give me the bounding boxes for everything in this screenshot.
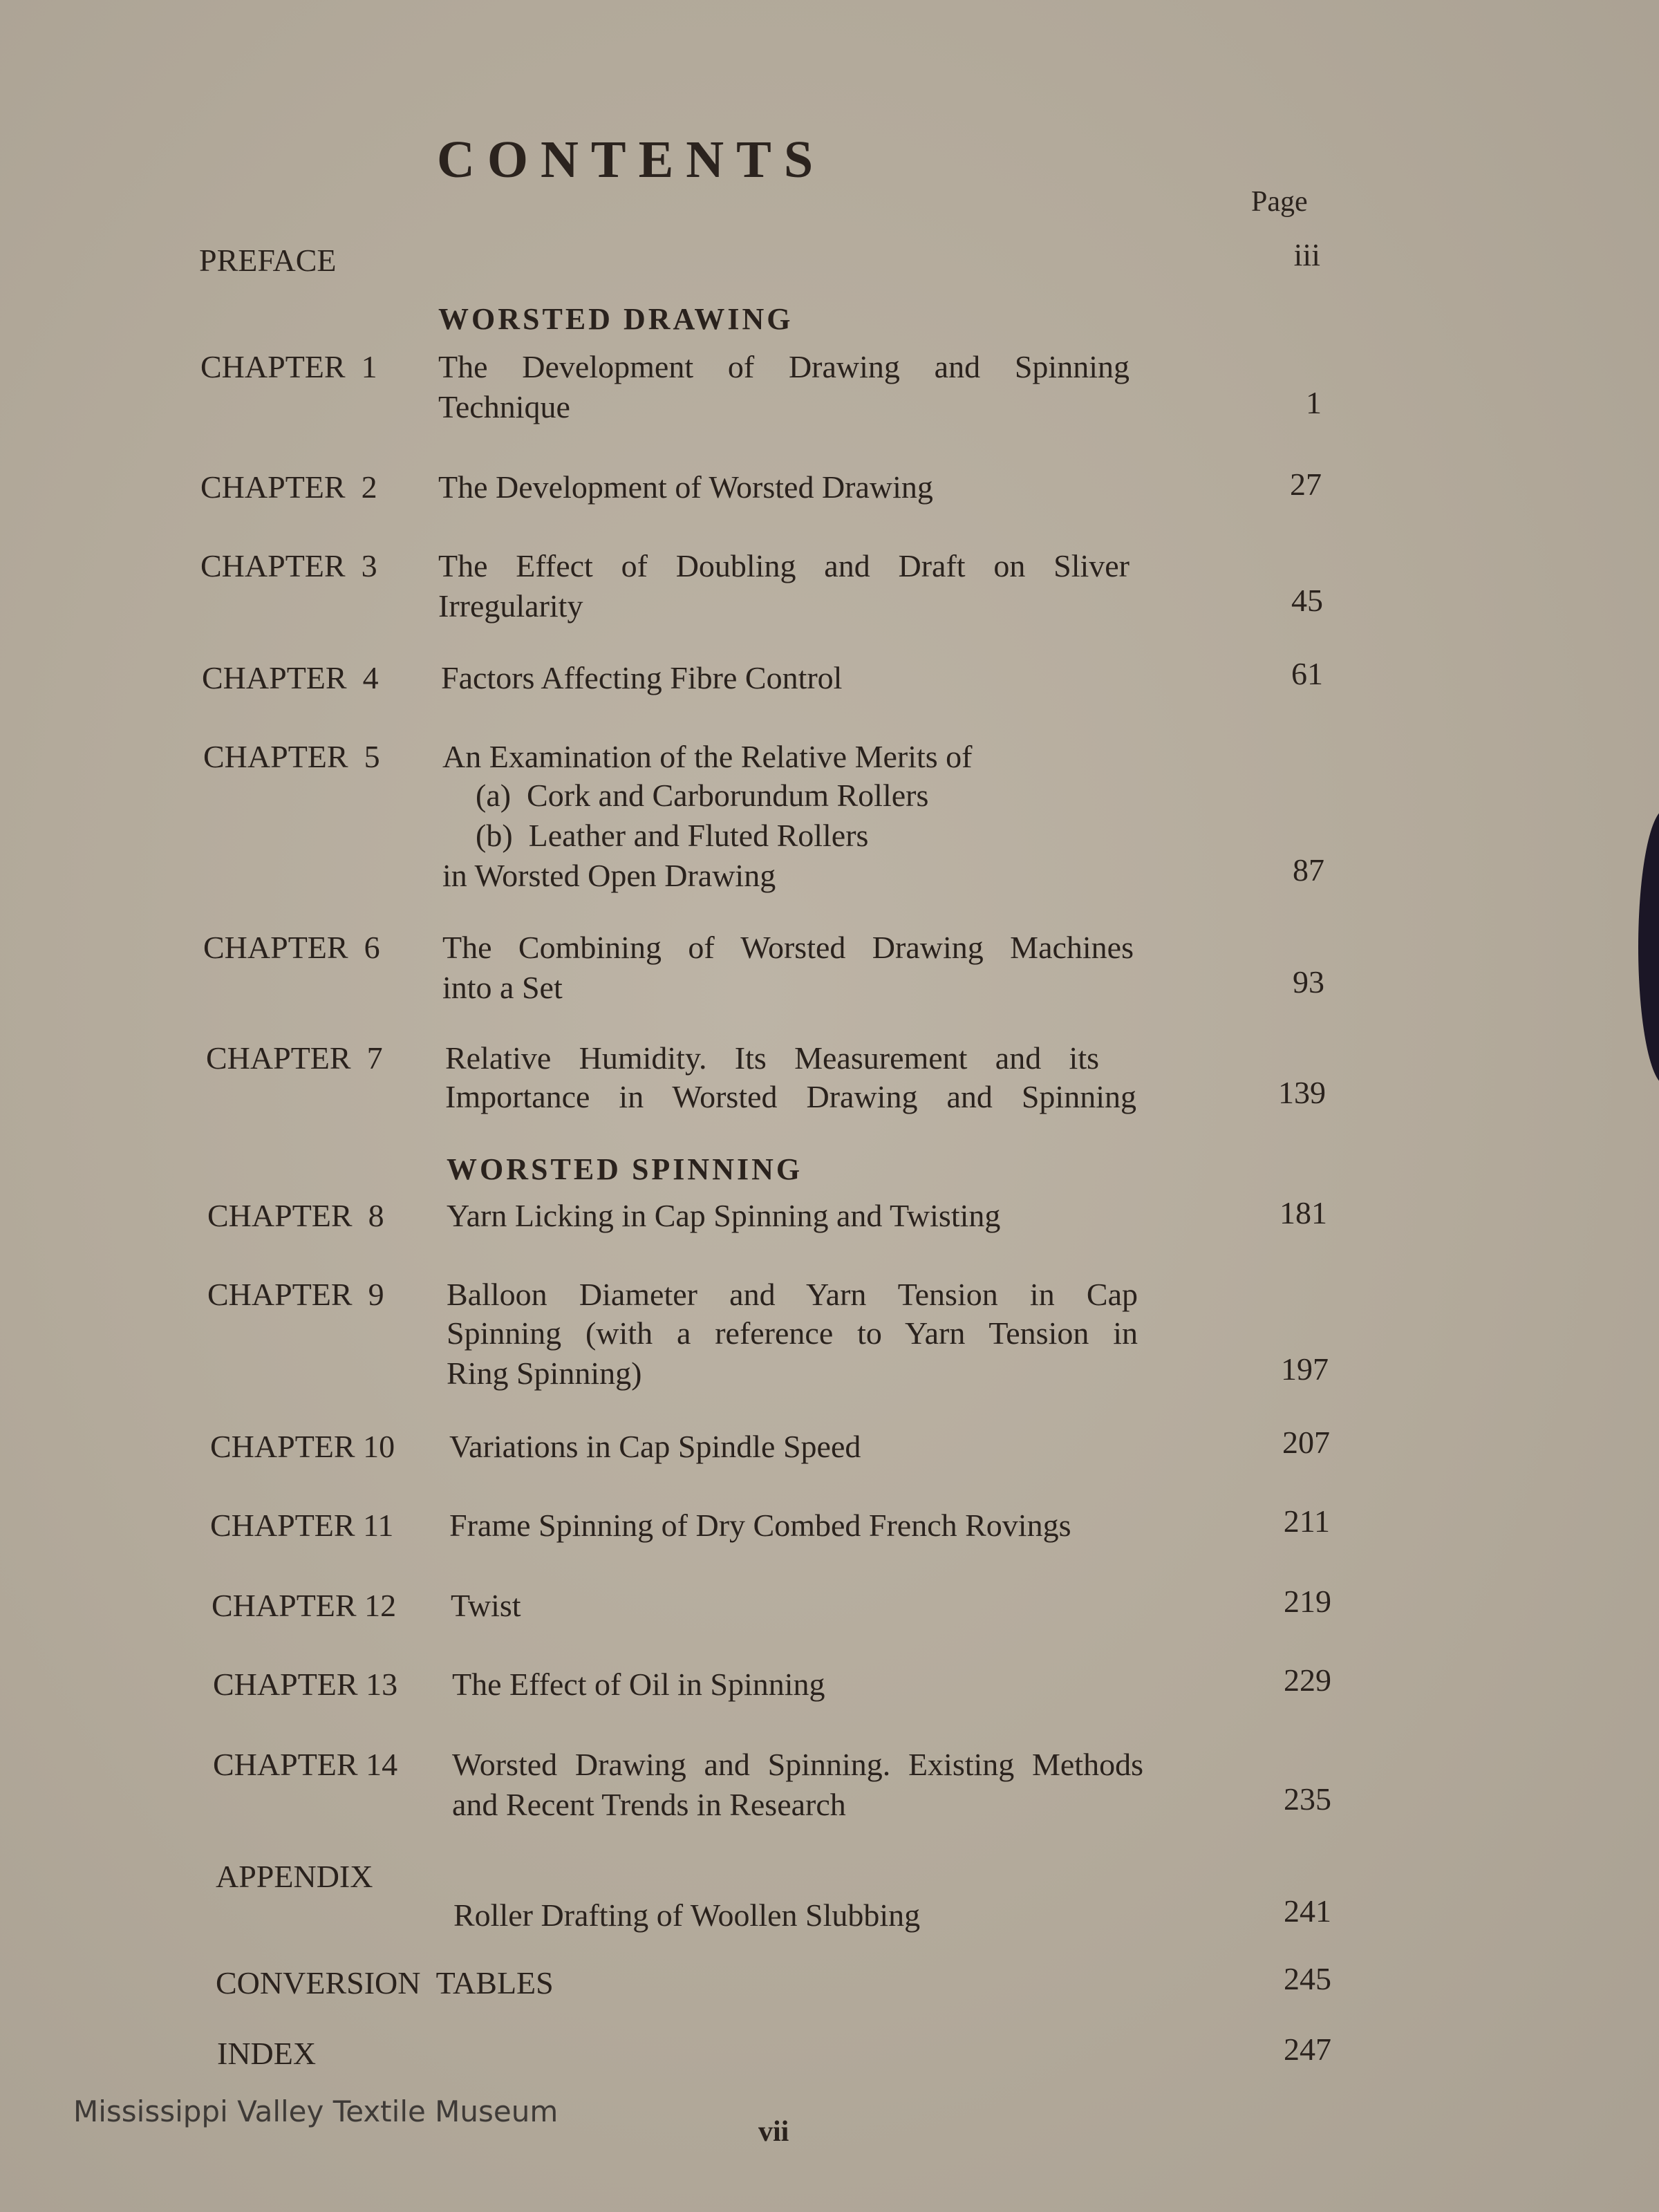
entry-label: CHAPTER 11 [210,1508,394,1543]
entry-title-line: Technique [438,389,570,424]
entry-title-line: The Effect of Doubling and Draft on Sliver [438,548,1130,583]
entry-title-line: Ring Spinning) [447,1356,642,1391]
toc-entry-chapter-2 [200,467,1322,509]
entry-label: CHAPTER 10 [210,1429,395,1464]
entry-title-line: The Effect of Oil in Spinning [452,1667,825,1702]
contents-heading: CONTENTS [437,131,826,189]
entry-title-line: Roller Drafting of Woollen Slubbing [453,1897,921,1933]
toc-entry-chapter-4 [202,658,1323,700]
toc-entry-index [217,2034,1331,2075]
museum-watermark: Mississippi Valley Textile Museum [73,2094,559,2128]
entry-title-line: Relative Humidity. Its Measurement and its [445,1040,1099,1076]
entry-title-line: (a) Cork and Carborundum Rollers [476,778,929,813]
entry-title-line: Spinning (with a reference to Yarn Tension in [447,1315,1138,1351]
toc-entry-chapter-11 [210,1503,1330,1547]
toc-entry-preface [199,237,1320,282]
entry-title-line: Importance in Worsted Drawing and Spinning [445,1079,1136,1114]
section-heading-spinning: WORSTED SPINNING [447,1152,803,1186]
entry-title-line: Variations in Cap Spindle Speed [449,1429,861,1464]
toc-entry-chapter-5 [203,737,1324,903]
toc-entry-chapter-13 [213,1662,1331,1706]
entry-page: iii [1293,237,1320,272]
entry-label: PREFACE [199,243,337,278]
toc-entry-chapter-14 [213,1745,1331,1828]
toc-entry-conversion-tables [216,1963,1331,2005]
entry-page: 219 [1284,1584,1331,1619]
entry-page: 45 [1291,583,1323,618]
entry-page: 245 [1284,1961,1331,1996]
entry-page: 211 [1283,1503,1330,1539]
entry-title-line: Balloon Diameter and Yarn Tension in Cap [447,1277,1138,1312]
entry-label: CHAPTER 2 [200,469,377,505]
entry-page: 1 [1306,385,1322,420]
entry-page: 197 [1281,1351,1329,1387]
entry-label: CHAPTER 13 [213,1667,398,1702]
toc-entry-chapter-10 [210,1427,1330,1468]
entry-label: CHAPTER 8 [207,1198,384,1233]
entry-label: CHAPTER 3 [200,548,377,583]
entry-page: 61 [1291,656,1323,691]
entry-title-line: and Recent Trends in Research [452,1787,846,1822]
entry-title-line: Factors Affecting Fibre Control [441,660,843,695]
entry-title-line: The Combining of Worsted Drawing Machines [442,930,1134,965]
toc-entry-chapter-12 [212,1586,1331,1627]
entry-title-line: The Development of Drawing and Spinning [438,349,1130,384]
section-heading-drawing: WORSTED DRAWING [438,302,794,336]
entry-label: INDEX [217,2036,317,2071]
entry-label: CHAPTER 9 [207,1277,384,1312]
entry-label: CHAPTER 14 [213,1747,398,1782]
entry-label: APPENDIX [216,1859,373,1894]
toc-entry-chapter-8 [207,1196,1327,1237]
entry-title-line: Irregularity [438,588,583,624]
entry-page: 181 [1280,1195,1327,1230]
toc-entry-chapter-1 [200,347,1322,430]
toc-entry-chapter-3 [200,546,1323,629]
toc-entry-chapter-6 [203,928,1324,1011]
entry-title-line: Frame Spinning of Dry Combed French Rovings [449,1508,1071,1543]
entry-label: CHAPTER 4 [202,660,379,695]
entry-page: 87 [1293,852,1324,888]
entry-page: 247 [1284,2032,1331,2067]
entry-title-line: into a Set [442,970,563,1005]
toc-entry-chapter-9 [207,1275,1329,1399]
entry-title-line: Twist [451,1588,521,1623]
entry-page: 207 [1282,1425,1330,1460]
entry-page: 93 [1293,964,1324,1000]
entry-title-line: (b) Leather and Fluted Rollers [476,818,869,853]
entry-label: CHAPTER 6 [203,930,380,965]
entry-title-line: An Examination of the Relative Merits of [442,739,973,774]
thumb-shadow [1638,809,1659,1085]
entry-page: 139 [1278,1075,1326,1110]
page-folio: vii [758,2116,789,2148]
entry-page: 229 [1284,1662,1331,1698]
entry-title-line: in Worsted Open Drawing [442,858,776,893]
entry-page: 241 [1284,1893,1331,1929]
page-column-label: Page [1251,186,1308,218]
entry-page: 235 [1284,1781,1331,1817]
entry-label: CHAPTER 12 [212,1588,397,1623]
entry-title-line: Yarn Licking in Cap Spinning and Twisting [447,1198,1001,1233]
entry-label: CHAPTER 5 [203,739,380,774]
entry-label: CHAPTER 7 [206,1040,383,1076]
entry-title-line: Worsted Drawing and Spinning. Existing Methods [452,1747,1143,1782]
entry-page: 27 [1290,467,1322,502]
entry-title-line: The Development of Worsted Drawing [438,469,933,505]
toc-entry-appendix [216,1857,1331,1940]
entry-label: CONVERSION TABLES [216,1965,554,2000]
entry-label: CHAPTER 1 [200,349,377,384]
toc-entry-chapter-7 [206,1038,1326,1121]
